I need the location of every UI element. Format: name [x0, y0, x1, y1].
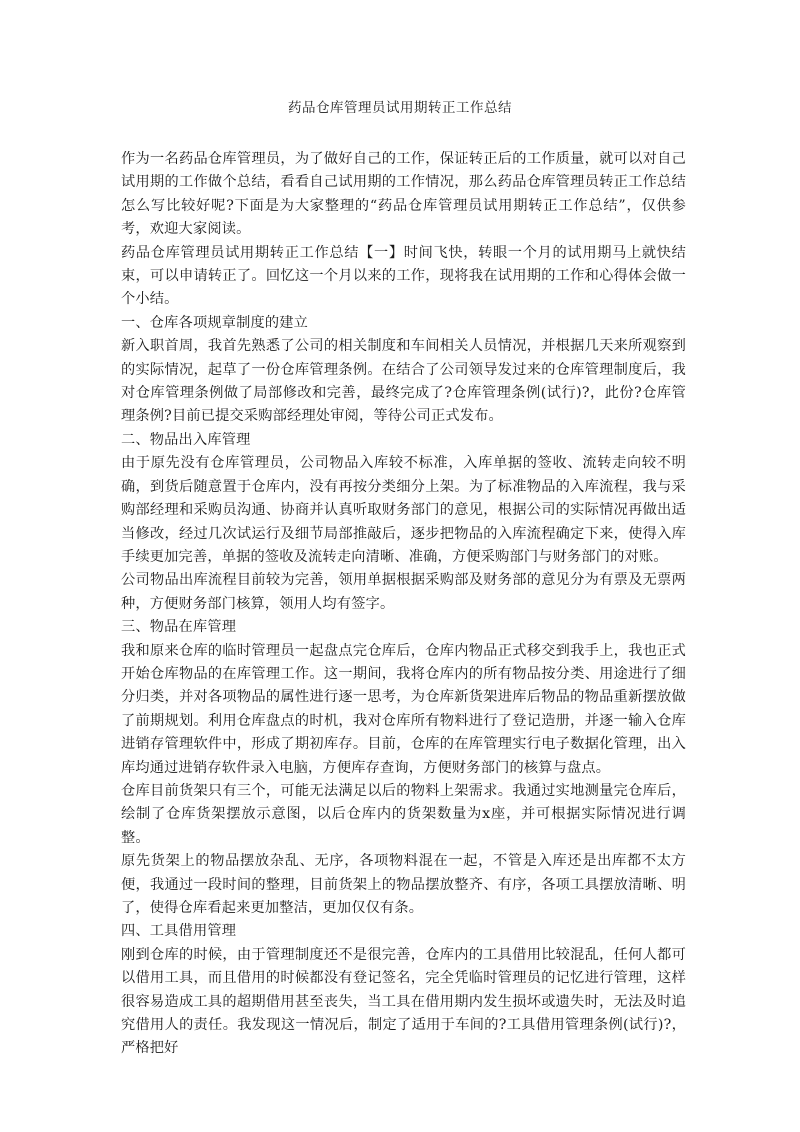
shelves-paragraph: 仓库目前货架只有三个，可能无法满足以后的物料上架需求。我通过实地测量完仓库后，绘制了仓库货架摆放示意图，以后仓库内的货架数量为x座，并可根据实际情况进行调整。: [121, 782, 686, 846]
rules-paragraph: 新入职首周，我首先熟悉了公司的相关制度和车间相关人员情况，并根据几天来所观察到的实际情况，起草了一份仓库管理条例。在结合了公司领导发过来的仓库管理制度后，我对仓库管理条例做了局部修改和完善，最终完成了?仓库管理条例(试行)?，此份?仓库管理条例?目前已提交采购部经理处审阅，等待公司正式发布。: [121, 338, 686, 425]
outbound-paragraph: 公司物品出库流程目前较为完善，领用单据根据采购部及财务部的意见分为有票及无票两种，方便财务部门核算，领用人均有签字。: [121, 572, 686, 612]
arrangement-paragraph: 原先货架上的物品摆放杂乱、无序，各项物料混在一起，不管是入库还是出库都不太方便，我通过一段时间的整理，目前货架上的物品摆放整齐、有序，各项工具摆放清晰、明了，使得仓库看起来更加整洁，更加仅仅有条。: [121, 853, 686, 916]
intro-paragraph: 作为一名药品仓库管理员，为了做好自己的工作，保证转正后的工作质量，就可以对自己试用期的工作做个总结，看看自己试用期的工作情况，那么药品仓库管理员转正工作总结怎么写比较好呢?下面是为大家整理的“药品仓库管理员试用期转正工作总结”，仅供参考，欢迎大家阅读。: [121, 151, 686, 238]
instock-paragraph: 我和原来仓库的临时管理员一起盘点完仓库后，仓库内物品正式移交到我手上，我也正式开始仓库物品的在库管理工作。这一期间，我将仓库内的所有物品按分类、用途进行了细分归类，并对各项物品的属性进行逐一思考，为仓库新货架进库后物品的物品重新摆放做了前期规划。利用仓库盘点的时机，我对仓库所有物料进行了登记造册，并逐一输入仓库进销存管理软件中，形成了期初库存。目前，仓库的在库管理实行电子数据化管理，出入库均通过进销存软件录入电脑，方便库存查询，方便财务部门的核算与盘点。: [121, 642, 686, 776]
tools-paragraph: 刚到仓库的时候，由于管理制度还不是很完善，仓库内的工具借用比较混乱，任何人都可以借用工具，而且借用的时候都没有登记签名，完全凭临时管理员的记忆进行管理，这样很容易造成工具的超期借用甚至丧失，当工具在借用期内发生损坏或遗失时，无法及时追究借用人的责任。我发现这一情况后，制定了适用于车间的?工具借用管理条例(试行)?，严格把好: [121, 946, 686, 1057]
section-heading-instock: 三、物品在库管理: [121, 619, 237, 636]
document-title: 药品仓库管理员试用期转正工作总结: [288, 100, 512, 116]
section-heading-inout: 二、物品出入库管理: [121, 431, 251, 448]
section-heading-rules: 一、仓库各项规章制度的建立: [121, 314, 309, 331]
inbound-paragraph: 由于原先没有仓库管理员，公司物品入库较不标准，入库单据的签收、流转走向较不明确，到货后随意置于仓库内，没有再按分类细分上架。为了标准物品的入库流程，我与采购部经理和采购员沟通、协商并认真听取财务部门的意见，根据公司的实际情况再做出适当修改，经过几次试运行及细节局部推敲后，逐步把物品的入库流程确定下来，使得入库手续更加完善，单据的签收及流转走向清晰、准确，方便采购部门与财务部门的对账。: [121, 455, 686, 565]
section-heading-tools: 四、工具借用管理: [121, 923, 237, 940]
document-body: [121, 148, 686, 1061]
summary-opening-paragraph: 药品仓库管理员试用期转正工作总结【一】时间飞快，转眼一个月的试用期马上就快结束，可以申请转正了。回忆这一个月以来的工作，现将我在试用期的工作和心得体会做一个小结。: [121, 244, 686, 308]
